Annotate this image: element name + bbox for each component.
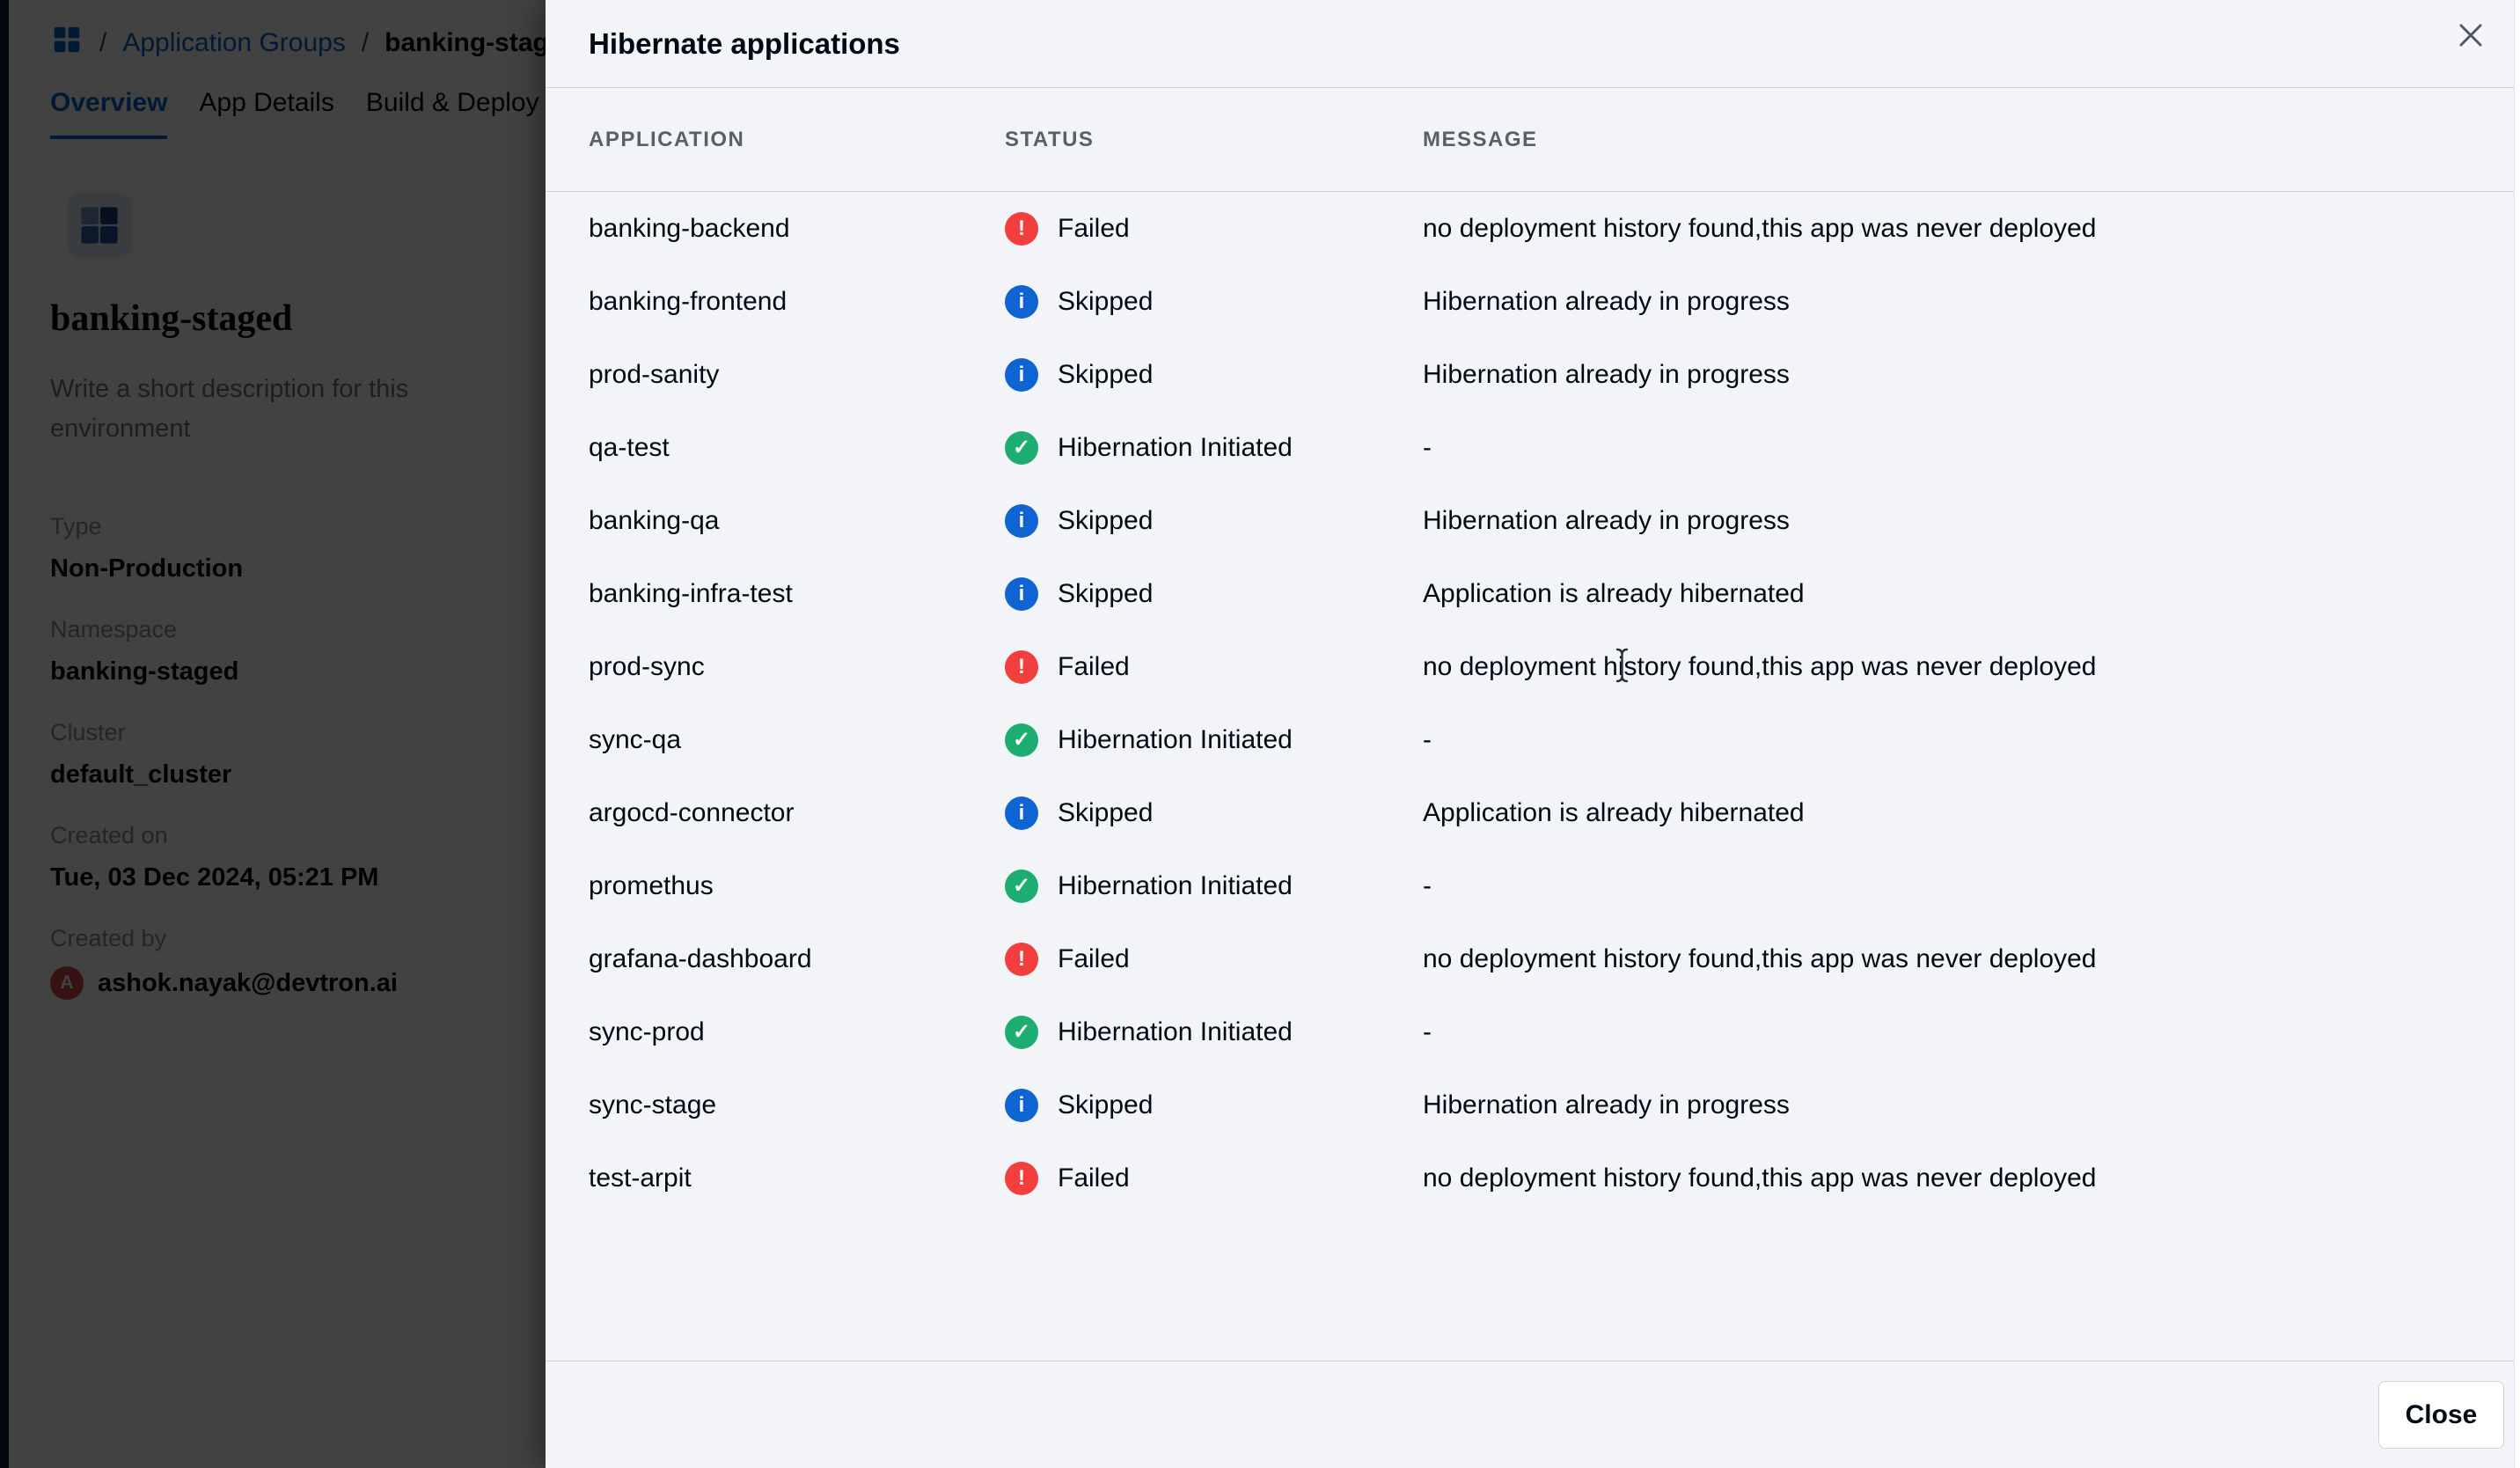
application-name: banking-backend	[589, 213, 790, 243]
status-cell	[1005, 943, 1423, 976]
status-label: Failed	[1058, 943, 1130, 973]
table-row	[546, 192, 2520, 265]
application-name: sync-prod	[589, 1017, 705, 1046]
table-row	[546, 995, 2520, 1068]
modal-header	[546, 0, 2520, 88]
status-message: -	[1423, 724, 1432, 754]
application-name: banking-qa	[589, 505, 720, 535]
close-icon[interactable]	[2446, 11, 2495, 60]
status-cell	[1005, 504, 1423, 538]
table-row	[546, 557, 2520, 630]
table-row	[546, 849, 2520, 922]
hibernate-applications-modal	[546, 0, 2520, 1468]
application-name: grafana-dashboard	[589, 943, 812, 973]
status-cell	[1005, 1162, 1423, 1195]
check-icon: ✓	[1005, 870, 1038, 903]
status-message: Hibernation already in progress	[1423, 286, 1790, 316]
column-header-application: APPLICATION	[589, 127, 745, 151]
table-body	[546, 192, 2520, 1215]
status-message: -	[1423, 1017, 1432, 1046]
error-icon: !	[1005, 943, 1038, 976]
status-message: no deployment history found,this app was never deployed	[1423, 1163, 2097, 1193]
status-label: Skipped	[1058, 286, 1154, 316]
status-label: Skipped	[1058, 1090, 1154, 1119]
check-icon: ✓	[1005, 1016, 1038, 1049]
status-message: Hibernation already in progress	[1423, 359, 1790, 389]
status-cell	[1005, 212, 1423, 246]
text-cursor-icon	[1613, 647, 1632, 688]
modal-title: Hibernate applications	[589, 26, 900, 60]
check-icon: ✓	[1005, 431, 1038, 465]
status-label: Failed	[1058, 213, 1130, 243]
status-cell	[1005, 796, 1423, 830]
status-cell	[1005, 358, 1423, 392]
status-message: -	[1423, 432, 1432, 462]
table-row	[546, 484, 2520, 557]
column-header-message: MESSAGE	[1423, 127, 1538, 151]
status-label: Skipped	[1058, 505, 1154, 535]
status-label: Failed	[1058, 651, 1130, 681]
table-row	[546, 338, 2520, 411]
application-name: qa-test	[589, 432, 670, 462]
table-row	[546, 922, 2520, 995]
info-icon: i	[1005, 285, 1038, 319]
status-label: Hibernation Initiated	[1058, 1017, 1293, 1046]
status-message: Hibernation already in progress	[1423, 505, 1790, 535]
error-icon: !	[1005, 212, 1038, 246]
close-button[interactable]: Close	[2378, 1381, 2504, 1449]
status-label: Skipped	[1058, 359, 1154, 389]
status-cell	[1005, 285, 1423, 319]
table-row	[546, 411, 2520, 484]
status-cell	[1005, 1016, 1423, 1049]
application-name: prod-sync	[589, 651, 705, 681]
status-message: no deployment history found,this app was never deployed	[1423, 213, 2097, 243]
status-label: Failed	[1058, 1163, 1130, 1193]
application-name: prod-sanity	[589, 359, 720, 389]
status-cell	[1005, 723, 1423, 757]
status-message: Application is already hibernated	[1423, 797, 1805, 827]
info-icon: i	[1005, 358, 1038, 392]
status-cell	[1005, 577, 1423, 611]
status-label: Skipped	[1058, 578, 1154, 608]
status-label: Skipped	[1058, 797, 1154, 827]
status-message: no deployment history found,this app was never deployed	[1423, 943, 2097, 973]
modal-footer	[546, 1361, 2520, 1468]
status-cell	[1005, 650, 1423, 684]
table-row	[546, 1141, 2520, 1215]
application-name: test-arpit	[589, 1163, 692, 1193]
status-message: -	[1423, 870, 1432, 900]
status-cell	[1005, 870, 1423, 903]
application-name: banking-infra-test	[589, 578, 793, 608]
info-icon: i	[1005, 1089, 1038, 1122]
scrollbar-track[interactable]	[2514, 0, 2520, 1468]
application-name: argocd-connector	[589, 797, 795, 827]
status-message: no deployment history found,this app was never deployed	[1423, 651, 2097, 681]
status-message: Application is already hibernated	[1423, 578, 1805, 608]
error-icon: !	[1005, 1162, 1038, 1195]
status-cell	[1005, 1089, 1423, 1122]
application-name: sync-stage	[589, 1090, 717, 1119]
table-row	[546, 630, 2520, 703]
application-name: promethus	[589, 870, 714, 900]
table-row	[546, 1068, 2520, 1141]
status-label: Hibernation Initiated	[1058, 432, 1293, 462]
info-icon: i	[1005, 577, 1038, 611]
info-icon: i	[1005, 504, 1038, 538]
status-label: Hibernation Initiated	[1058, 724, 1293, 754]
table-row	[546, 703, 2520, 776]
table-row	[546, 776, 2520, 849]
column-header-status: STATUS	[1005, 127, 1095, 151]
application-name: sync-qa	[589, 724, 682, 754]
application-name: banking-frontend	[589, 286, 788, 316]
table-row	[546, 265, 2520, 338]
status-label: Hibernation Initiated	[1058, 870, 1293, 900]
error-icon: !	[1005, 650, 1038, 684]
info-icon: i	[1005, 796, 1038, 830]
status-message: Hibernation already in progress	[1423, 1090, 1790, 1119]
table-header	[546, 88, 2520, 192]
status-cell	[1005, 431, 1423, 465]
check-icon: ✓	[1005, 723, 1038, 757]
